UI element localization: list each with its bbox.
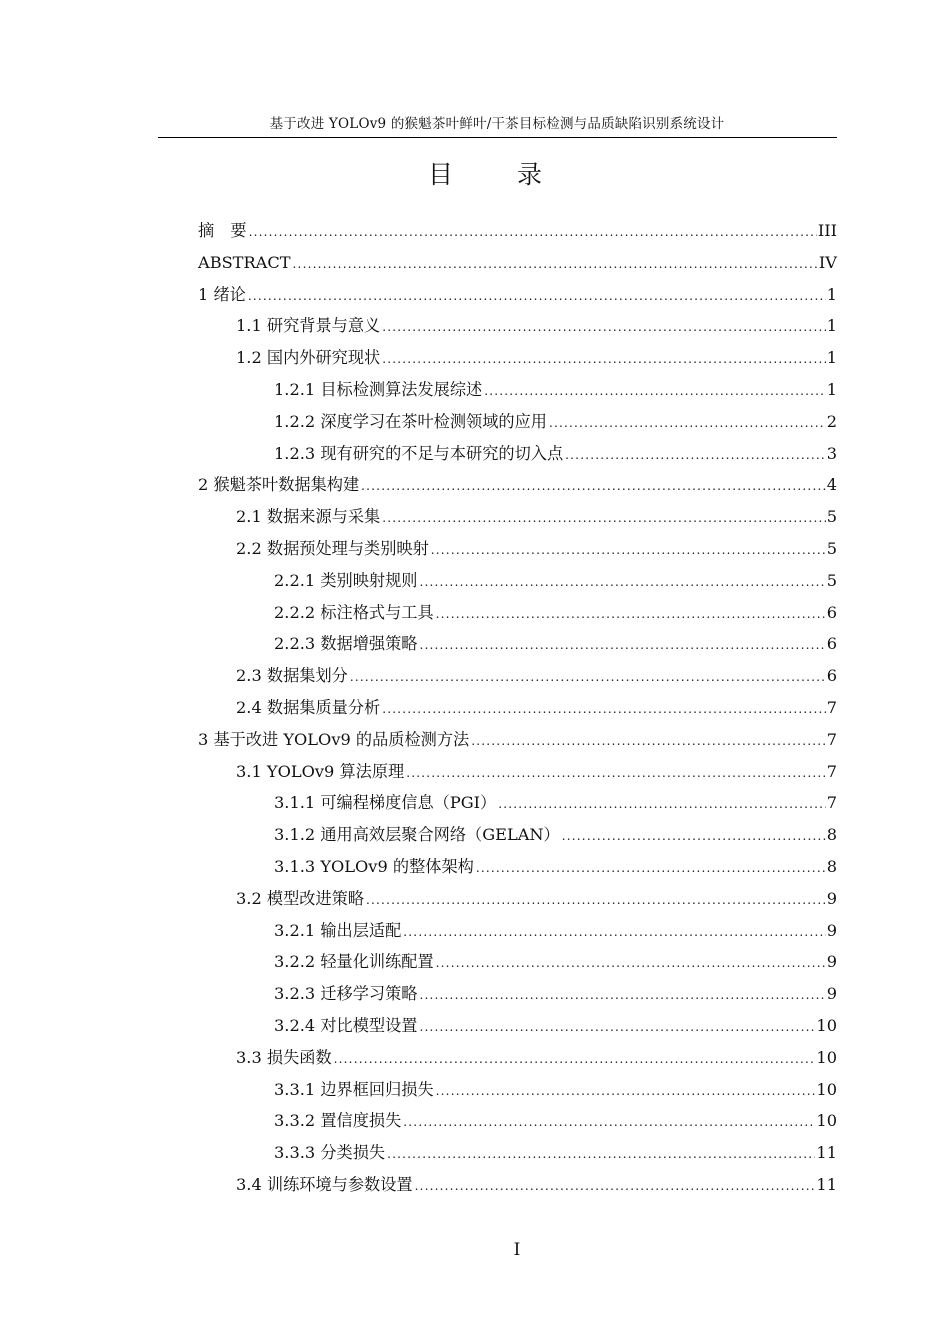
toc-entry[interactable]: [198, 787, 837, 819]
toc-dot-leader: [293, 249, 818, 281]
toc-entry[interactable]: [198, 215, 837, 247]
toc-dot-leader: [562, 821, 826, 853]
toc-entry[interactable]: [198, 438, 837, 470]
toc-entry[interactable]: [198, 310, 837, 342]
toc-entry-page: 6: [826, 666, 837, 686]
toc-entry-label: 2.2.2 标注格式与工具: [274, 602, 434, 622]
toc-entry-label: 1.2.3 现有研究的不足与本研究的切入点: [274, 443, 564, 463]
toc-entry-label: 2.4 数据集质量分析: [236, 697, 381, 717]
toc-entry-page: 6: [826, 602, 837, 622]
toc-entry-page: 11: [816, 1143, 837, 1163]
toc-entry-page: 4: [826, 475, 837, 495]
toc-entry-page: 2: [826, 411, 837, 431]
toc-entry-label: 2.2 数据预处理与类别映射: [236, 538, 429, 558]
toc-title: 目 录: [428, 160, 570, 189]
toc-entry[interactable]: [198, 756, 837, 788]
toc-entry[interactable]: [198, 946, 837, 978]
toc-entry-label: 3.3.2 置信度损失: [274, 1111, 402, 1131]
toc-entry-label: 3.2.2 轻量化训练配置: [274, 952, 434, 972]
toc-entry[interactable]: [198, 1074, 837, 1106]
toc-entry-page: 10: [816, 1079, 837, 1099]
toc-entry-page: 1: [826, 316, 837, 336]
toc-entry-page: III: [817, 221, 837, 240]
toc-entry-label: 2.3 数据集划分: [236, 666, 348, 686]
toc-entry[interactable]: [198, 533, 837, 565]
toc-entry-page: 10: [816, 1015, 837, 1035]
toc-entry[interactable]: [198, 1137, 837, 1169]
toc-dot-leader: [406, 758, 825, 790]
toc-entry-label: 1.2.1 目标检测算法发展综述: [274, 379, 483, 399]
toc-entry-label: 3.2.4 对比模型设置: [274, 1015, 418, 1035]
toc-dot-leader: [419, 980, 825, 1012]
toc-entry-page: 9: [826, 920, 837, 940]
toc-entry-label: 3.4 训练环境与参数设置: [236, 1174, 413, 1194]
toc-entry-label: 3.3 损失函数: [236, 1047, 332, 1067]
toc-dot-leader: [565, 440, 826, 472]
toc-dot-leader: [382, 503, 825, 535]
toc-entry[interactable]: [198, 597, 837, 629]
toc-entry-label: 3 基于改进 YOLOv9 的品质检测方法: [198, 729, 470, 749]
toc-entry[interactable]: [198, 851, 837, 883]
toc-entry[interactable]: [198, 374, 837, 406]
table-of-contents: [198, 215, 837, 1201]
toc-entry-page: 9: [826, 888, 837, 908]
toc-entry-label: 3.1.3 YOLOv9 的整体架构: [274, 856, 474, 876]
toc-dot-leader: [403, 1107, 815, 1139]
toc-dot-leader: [334, 1044, 816, 1076]
toc-entry-label: ABSTRACT: [198, 252, 291, 272]
toc-dot-leader: [382, 694, 825, 726]
header-rule: [158, 137, 837, 138]
toc-entry-label: 3.3.3 分类损失: [274, 1143, 386, 1163]
toc-entry[interactable]: [198, 692, 837, 724]
toc-dot-leader: [436, 1076, 816, 1108]
toc-entry[interactable]: [198, 1169, 837, 1201]
toc-entry-page: 1: [826, 284, 837, 304]
toc-entry-label: 3.2.3 迁移学习策略: [274, 984, 418, 1004]
toc-entry[interactable]: [198, 469, 837, 501]
toc-entry-page: 10: [816, 1047, 837, 1067]
toc-entry[interactable]: [198, 660, 837, 692]
toc-entry-page: 7: [826, 697, 837, 717]
toc-entry[interactable]: [198, 819, 837, 851]
toc-entry-page: 8: [826, 825, 837, 845]
toc-entry-page: 8: [826, 856, 837, 876]
toc-dot-leader: [419, 630, 825, 662]
toc-entry-label: 2.1 数据来源与采集: [236, 507, 381, 527]
toc-dot-leader: [484, 376, 825, 408]
toc-entry-label: 3.1.1 可编程梯度信息（PGI）: [274, 793, 497, 813]
toc-dot-leader: [419, 567, 825, 599]
toc-entry-page: 3: [826, 443, 837, 463]
toc-dot-leader: [498, 789, 825, 821]
toc-dot-leader: [431, 535, 826, 567]
toc-entry-label: 2 猴魁茶叶数据集构建: [198, 475, 360, 495]
toc-dot-leader: [419, 1012, 815, 1044]
toc-dot-leader: [366, 885, 826, 917]
toc-entry[interactable]: [198, 565, 837, 597]
toc-entry-page: 7: [826, 729, 837, 749]
toc-entry-label: 3.1.2 通用高效层聚合网络（GELAN）: [274, 825, 560, 845]
toc-dot-leader: [549, 408, 826, 440]
toc-entry-page: IV: [818, 252, 837, 272]
toc-dot-leader: [361, 471, 826, 503]
toc-dot-leader: [436, 948, 826, 980]
toc-entry-page: 5: [826, 507, 837, 527]
toc-entry[interactable]: [198, 501, 837, 533]
toc-entry-label: 1 绪论: [198, 284, 246, 304]
toc-entry-page: 11: [816, 1174, 837, 1194]
toc-entry-page: 7: [826, 761, 837, 781]
toc-entry-page: 5: [826, 538, 837, 558]
toc-dot-leader: [382, 344, 825, 376]
toc-entry[interactable]: [198, 628, 837, 660]
toc-entry[interactable]: [198, 1042, 837, 1074]
toc-dot-leader: [471, 726, 825, 758]
toc-dot-leader: [476, 853, 826, 885]
toc-entry[interactable]: [198, 724, 837, 756]
toc-dot-leader: [249, 217, 817, 249]
toc-entry-label: 摘 要: [198, 221, 247, 240]
toc-entry-page: 6: [826, 634, 837, 654]
toc-entry-page: 10: [816, 1111, 837, 1131]
toc-dot-leader: [248, 281, 826, 313]
toc-entry-label: 3.2 模型改进策略: [236, 888, 365, 908]
toc-dot-leader: [382, 312, 825, 344]
toc-entry-label: 3.3.1 边界框回归损失: [274, 1079, 434, 1099]
toc-dot-leader: [387, 1139, 815, 1171]
toc-entry[interactable]: [198, 1105, 837, 1137]
toc-entry-label: 2.2.3 数据增强策略: [274, 634, 418, 654]
toc-entry-label: 3.1 YOLOv9 算法原理: [236, 761, 405, 781]
toc-entry-page: 9: [826, 952, 837, 972]
toc-entry-page: 1: [826, 348, 837, 368]
toc-entry-page: 1: [826, 379, 837, 399]
toc-dot-leader: [436, 599, 826, 631]
toc-entry[interactable]: [198, 342, 837, 374]
toc-entry[interactable]: [198, 406, 837, 438]
page-number: I: [513, 1240, 521, 1260]
toc-entry[interactable]: [198, 279, 837, 311]
toc-entry-page: 9: [826, 984, 837, 1004]
toc-entry-label: 3.2.1 输出层适配: [274, 920, 402, 940]
toc-entry[interactable]: [198, 915, 837, 947]
toc-dot-leader: [350, 662, 826, 694]
toc-dot-leader: [403, 917, 825, 949]
toc-entry-label: 1.1 研究背景与意义: [236, 316, 381, 336]
toc-entry-label: 1.2.2 深度学习在茶叶检测领域的应用: [274, 411, 547, 431]
toc-entry[interactable]: [198, 978, 837, 1010]
running-header: 基于改进 YOLOv9 的猴魁茶叶鲜叶/干茶目标检测与品质缺陷识别系统设计: [269, 116, 725, 132]
toc-entry-label: 1.2 国内外研究现状: [236, 348, 381, 368]
toc-dot-leader: [415, 1171, 816, 1203]
toc-entry-page: 5: [826, 570, 837, 590]
toc-entry[interactable]: [198, 1010, 837, 1042]
toc-entry-label: 2.2.1 类别映射规则: [274, 570, 418, 590]
toc-entry[interactable]: [198, 883, 837, 915]
toc-entry-page: 7: [826, 793, 837, 813]
toc-entry[interactable]: [198, 247, 837, 279]
